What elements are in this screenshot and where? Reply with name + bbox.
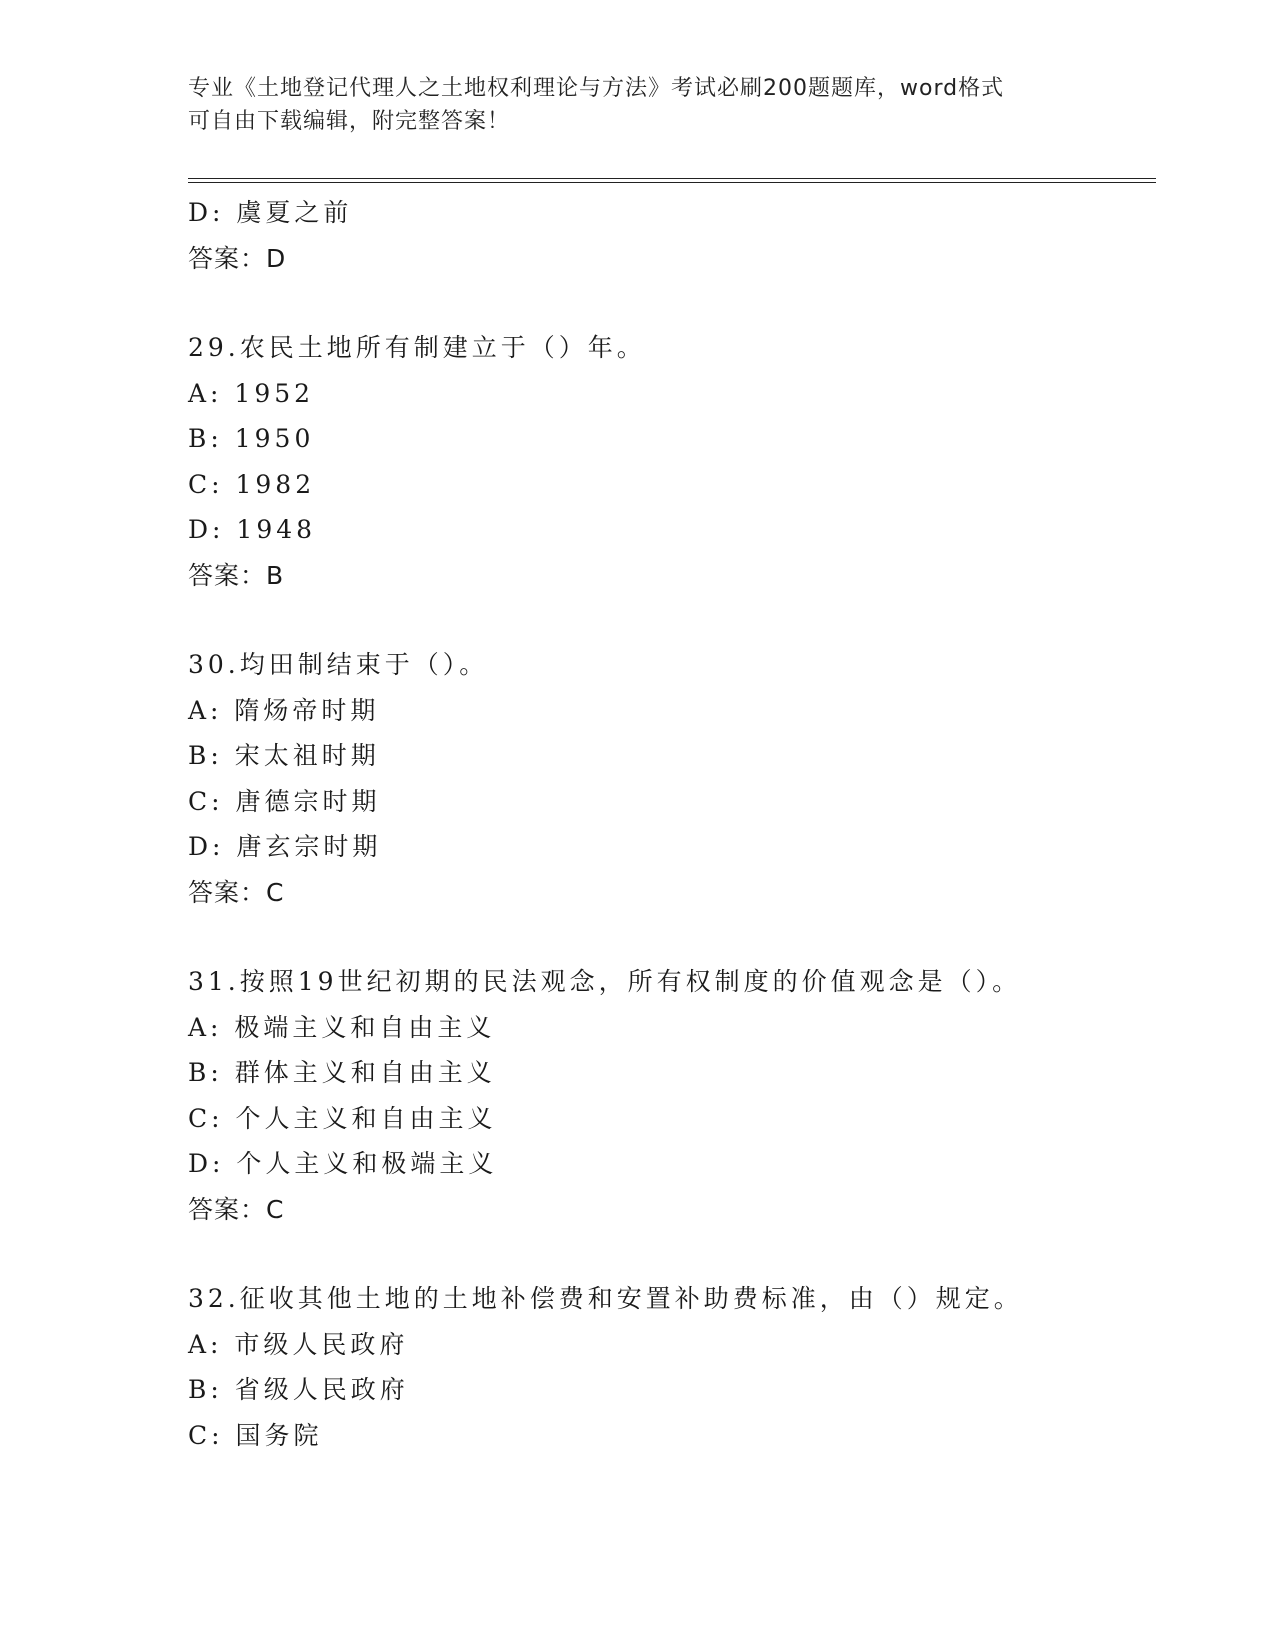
option-c: C: 1982 — [188, 469, 316, 499]
option-d: D: 个人主义和极端主义 — [188, 1149, 498, 1178]
option-b: B: 省级人民政府 — [188, 1375, 409, 1404]
option-c: C: 国务院 — [188, 1420, 323, 1450]
header-line-2: 可自由下载编辑，附完整答案！ — [188, 109, 511, 134]
question-stem: 31.按照19世纪初期的民法观念，所有权制度的价值观念是（）。 — [188, 967, 1022, 996]
option-b: B: 宋太祖时期 — [188, 741, 380, 770]
answer: 答案：C — [188, 1194, 285, 1224]
option-b: B: 群体主义和自由主义 — [188, 1058, 496, 1087]
option-a: A: 市级人民政府 — [188, 1329, 409, 1359]
option-a: A: 隋炀帝时期 — [188, 695, 380, 725]
page-header — [188, 72, 1088, 138]
question-stem: 30.均田制结束于（）。 — [188, 650, 489, 679]
answer: 答案：D — [188, 243, 287, 273]
question-list — [188, 190, 1156, 1458]
question-stem: 32.征收其他土地的土地补偿费和安置补助费标准，由（）规定。 — [188, 1284, 1023, 1313]
option-a: A: 极端主义和自由主义 — [188, 1012, 496, 1042]
option-b: B: 1950 — [188, 424, 315, 453]
option-c: C: 唐德宗时期 — [188, 786, 381, 816]
option-d: D: 1948 — [188, 515, 317, 544]
answer: 答案：C — [188, 877, 285, 907]
answer: 答案：B — [188, 560, 285, 590]
question-stem: 29.农民土地所有制建立于（）年。 — [188, 333, 646, 362]
option-d: D: 唐玄宗时期 — [188, 832, 382, 861]
option-a: A: 1952 — [188, 378, 315, 408]
header-divider — [188, 178, 1156, 183]
option-d: D: 虞夏之前 — [188, 198, 353, 227]
header-line-1: 专业《土地登记代理人之土地权利理论与方法》考试必刷200题题库，word格式 — [188, 76, 1005, 101]
option-c: C: 个人主义和自由主义 — [188, 1103, 497, 1133]
